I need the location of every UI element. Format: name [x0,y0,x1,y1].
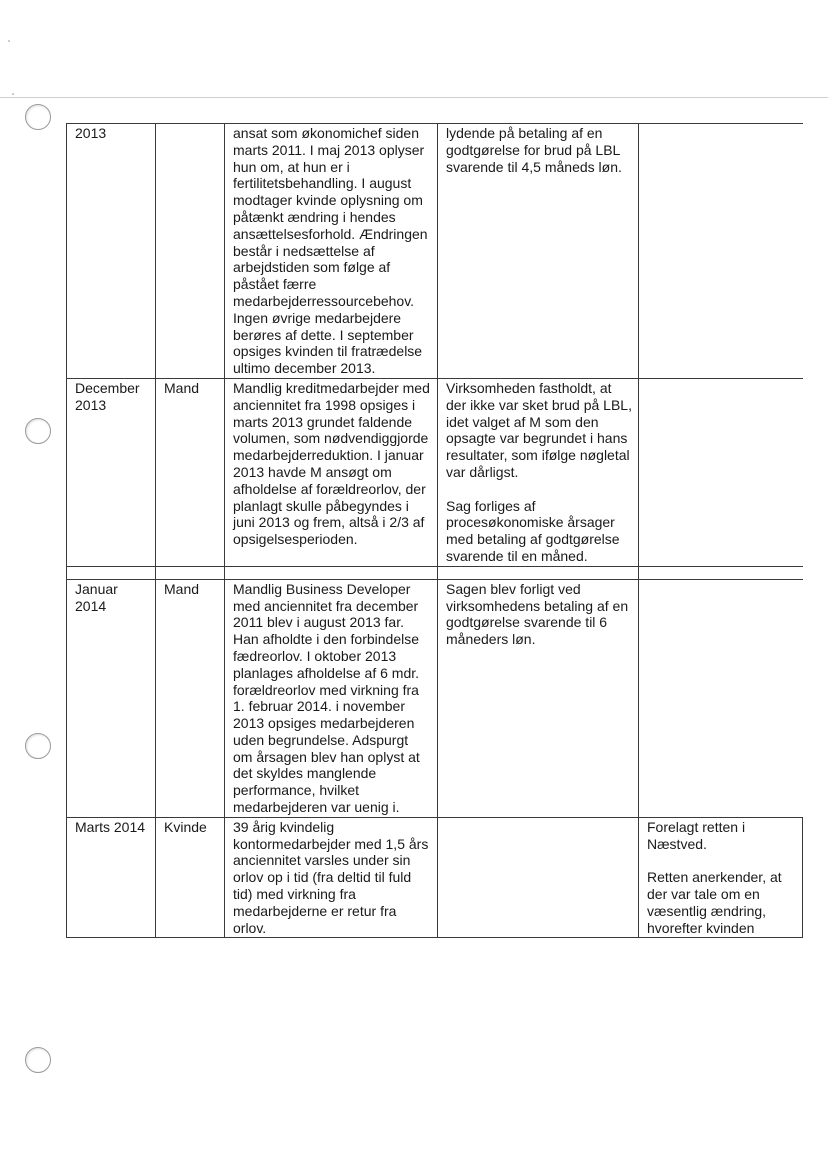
empty-cell [67,566,156,579]
date-cell: Marts 2014 [67,817,156,938]
court-cell [639,378,803,566]
outcome-cell [438,817,639,938]
gender-cell: Mand [156,378,225,566]
punch-hole [25,1047,51,1073]
scan-speck [12,93,14,95]
outcome-cell: lydende på betaling af en godtgørelse for brud på LBL svarende til 4,5 måneds løn. [438,124,639,379]
table-row [67,817,803,938]
facts-cell: ansat som økonomichef siden marts 2011. I maj 2013 oplyser hun om, at hun er i fertilitetsbehandling. I august modtager kvinde oplysning om påtænkt ændring i hendes ansættelsesforhold. Ændringen består i nedsættelse af arbejdstiden som følge af påstået færre medarbejderressourcebehov. Ingen øvrige medarbejdere berøres af dette. I september opsiges kvinden til fratrædelse ultimo december 2013. [225,124,438,379]
punch-hole [25,104,51,130]
table-row [67,579,803,817]
empty-cell [639,566,803,579]
empty-cell [156,566,225,579]
punch-hole [25,733,51,759]
date-cell: 2013 [67,124,156,379]
gender-cell [156,124,225,379]
court-cell [639,579,803,817]
date-cell: Januar 2014 [67,579,156,817]
table-spacer-row [67,566,803,579]
scan-speck [8,40,10,42]
empty-cell [438,566,639,579]
court-cell: Forelagt retten i Næstved. Retten anerkender, at der var tale om en væsentlig ændring, hvorefter kvinden [639,817,803,938]
facts-cell: 39 årig kvindelig kontormedarbejder med 1,5 års anciennitet varsles under sin orlov op i tid (fra deltid til fuld tid) med virkning fra medarbejderne er retur fra orlov. [225,817,438,938]
outcome-cell: Virksomheden fastholdt, at der ikke var sket brud på LBL, idet valget af M som den opsagte var begrundet i hans resultater, som ifølge nøgletal var dårligst. Sag forliges af procesøkonomiske årsager med betaling af godtgørelse svarende til en måned. [438,378,639,566]
facts-cell: Mandlig kreditmedarbejder med anciennitet fra 1998 opsiges i marts 2013 grundet faldende volumen, som nødvendiggjorde medarbejderreduktion. I januar 2013 havde M ansøgt om afholdelse af forældreorlov, der planlagt skulle påbegyndes i juni 2013 og frem, altså i 2/3 af opsigelsesperioden. [225,378,438,566]
punch-hole [25,418,51,444]
date-cell: December 2013 [67,378,156,566]
case-table [66,123,803,938]
scan-fold-line [0,97,828,98]
table-row [67,378,803,566]
court-cell [639,124,803,379]
empty-cell [225,566,438,579]
table-row [67,124,803,379]
outcome-cell: Sagen blev forligt ved virksomhedens betaling af en godtgørelse svarende til 6 måneders løn. [438,579,639,817]
facts-cell: Mandlig Business Developer med anciennitet fra december 2011 blev i august 2013 far. Han afholdte i den forbindelse fædreorlov. I oktober 2013 planlages afholdelse af 6 mdr. forældreorlov med virkning fra 1. februar 2014. i november 2013 opsiges medarbejderen uden begrundelse. Adspurgt om årsagen blev han oplyst at det skyldes manglende performance, hvilket medarbejderen var uenig i. [225,579,438,817]
gender-cell: Mand [156,579,225,817]
gender-cell: Kvinde [156,817,225,938]
